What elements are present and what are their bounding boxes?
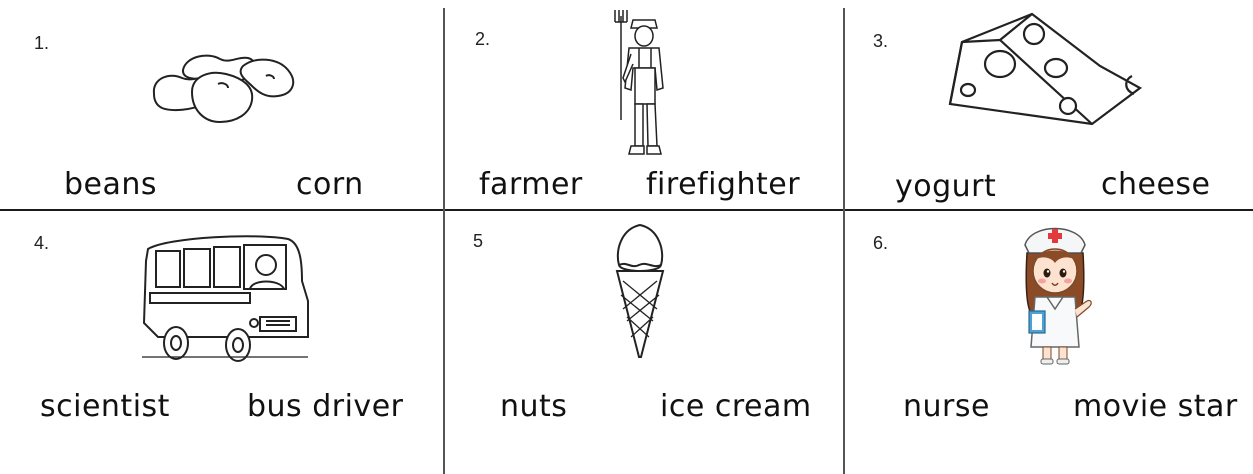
option-2: corn — [296, 167, 364, 202]
cell-4 — [0, 211, 443, 474]
ice-cream-picture — [613, 221, 667, 361]
nurse-picture — [1015, 217, 1095, 367]
cell-1 — [0, 0, 443, 209]
cell-3 — [845, 0, 1253, 209]
option-2: firefighter — [646, 167, 801, 202]
option-1: nuts — [500, 389, 568, 424]
cheese-picture — [940, 10, 1150, 128]
farmer-picture — [611, 8, 677, 160]
option-2: bus driver — [247, 389, 404, 424]
cell-6 — [845, 211, 1253, 474]
cell-5 — [445, 211, 843, 474]
option-1: nurse — [903, 389, 990, 424]
option-1: beans — [64, 167, 158, 202]
item-number: 3. — [873, 31, 889, 51]
option-2: movie star — [1073, 389, 1238, 424]
item-number: 5 — [473, 231, 484, 251]
cell-2 — [445, 0, 843, 209]
option-2: ice cream — [660, 389, 812, 424]
item-number: 1. — [34, 33, 50, 53]
item-number: 2. — [475, 29, 491, 49]
beans-picture — [148, 42, 308, 127]
option-2: cheese — [1101, 167, 1211, 202]
item-number: 4. — [34, 233, 50, 253]
option-1: scientist — [40, 389, 170, 424]
option-1: farmer — [479, 167, 583, 202]
item-number: 6. — [873, 233, 889, 253]
bus-driver-picture — [138, 231, 313, 363]
option-1: yogurt — [895, 169, 997, 204]
